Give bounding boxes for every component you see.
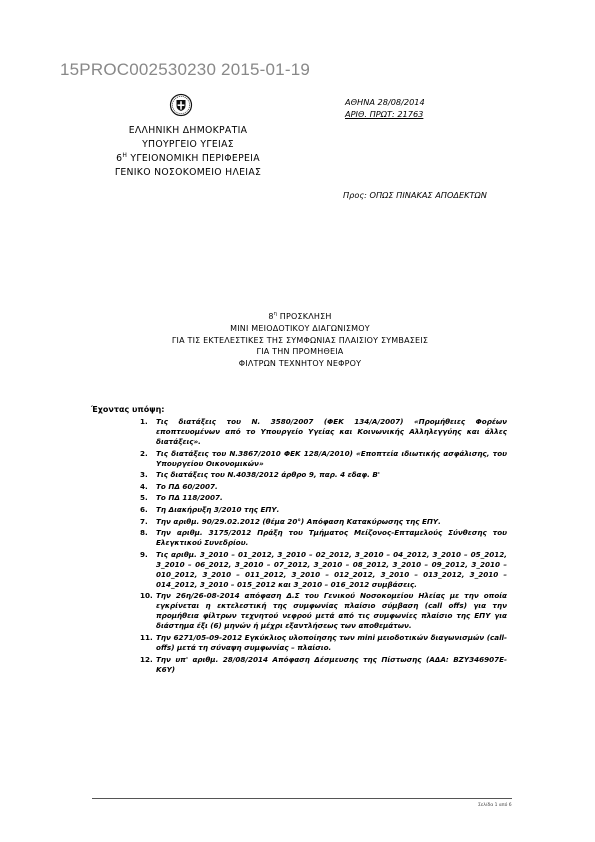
legal-basis-list <box>140 417 507 676</box>
title-line-3: ΓΙΑ ΤΙΣ ΕΚΤΕΛΕΣΤΙΚΕΣ ΤΗΣ ΣΥΜΦΩΝΙΑΣ ΠΛΑΙΣΙΟΥ ΣΥΜΒΑΣΕΙΣ <box>171 335 429 345</box>
list-item: 4. Το ΠΔ 60/2007. <box>140 481 218 491</box>
health-region-line: $6^H$ ΥΓΕΙΟΝΟΜΙΚΗ ΠΕΡΙΦΕΡΕΙΑ <box>116 152 260 164</box>
title-line-2: ΜΙΝΙ ΜΕΙΟΔΟΤΙΚΟΥ ΔΙΑΓΩΝΙΣΜΟΥ <box>230 323 370 333</box>
document-id-watermark: 15PROC002530230 2015-01-19 <box>60 60 310 79</box>
list-item: 1. Τις διατάξεις του Ν. 3580/2007 (ΦΕΚ 134/Α/2007) «Προμήθειες Φορέων εποπτευομένων από το Υπουργείο Υγείας και Κοινωνικής Αλληλεγγύης και άλλες διατάξεις». <box>140 417 507 446</box>
issuing-authority <box>98 124 278 180</box>
date-protocol-block <box>345 96 425 120</box>
considering-heading: Έχοντας υπόψη: <box>91 405 165 414</box>
title-line-4: ΓΙΑ ΤΗΝ ΠΡΟΜΗΘΕΙΑ <box>256 347 344 357</box>
title-line-5: ΦΙΛΤΡΩΝ ΤΕΧΝΗΤΟΥ ΝΕΦΡΟΥ <box>238 359 362 369</box>
list-item: 3. Τις διατάξεις του Ν.4038/2012 άρθρο 9, παρ. 4 εδαφ. Β' <box>140 470 380 480</box>
footer-divider <box>92 798 512 799</box>
hospital-line: ΓΕΝΙΚΟ ΝΟΣΟΚΟΜΕΙΟ ΗΛΕΙΑΣ <box>114 167 262 178</box>
document-title <box>100 311 500 370</box>
greek-coat-of-arms-icon <box>169 93 193 117</box>
list-item: 11. Την 6271/05-09-2012 Εγκύκλιος υλοποίησης των mini μειοδοτικών διαγωνισμών (call-offs) μετά τη σύναψη συμφωνίας – πλαίσιο. <box>140 632 507 652</box>
list-item: 12. Την υπ' αριθμ. 28/08/2014 Απόφαση Δέσμευσης της Πίστωσης (ΑΔΑ: ΒΖΥ346907Ε-Κ6Υ) <box>140 654 507 674</box>
protocol-number: ΑΡΙΘ. ΠΡΩΤ: 21763 <box>345 109 424 119</box>
ministry-line: ΥΠΟΥΡΓΕΙΟ ΥΓΕΙΑΣ <box>142 139 234 150</box>
place-date: ΑΘΗΝΑ 28/08/2014 <box>345 97 425 107</box>
list-item: 2. Τις διατάξεις του Ν.3867/2010 ΦΕΚ 128/Α/2010) «Εποπτεία ιδιωτικής ασφάλισης, του Υπουργείου Οικονομικών» <box>140 448 507 468</box>
list-item: 8. Την αριθμ. 3175/2012 Πράξη του Τμήματος Μείζονος-Επταμελούς Σύνθεσης του Ελεγκτικού Συνεδρίου. <box>140 528 507 548</box>
republic-line: ΕΛΛΗΝΙΚΗ ΔΗΜΟΚΡΑΤΙΑ <box>128 125 248 136</box>
title-line-1: $8^\eta$ ΠΡΟΣΚΛΗΣΗ <box>268 311 332 321</box>
list-item: 9. Τις αριθμ. 3_2010 – 01_2012, 3_2010 – 02_2012, 3_2010 – 04_2012, 3_2010 – 05_2012, 3_2010 – 06_2012, 3_2010 – 07_2012, 3_2010 – 08_2012, 3_2010 – 09_2012, 3_2010 – 010_2012, 3_2010 – 011_2012, 3_2010 – 012_2012, 3_2010 – 013_2012, 3_2010 – 014_2012, 3_2010 – 015_2012 και 3_2010 – 016_2012 συμβάσεις. <box>140 549 507 589</box>
list-item: 7. Την αριθμ. 90/29.02.2012 (θέμα 20°) Απόφαση Κατακύρωσης της ΕΠΥ. <box>140 516 441 526</box>
list-item: 6. Τη Διακήρυξη 3/2010 της ΕΠΥ. <box>140 504 280 514</box>
recipients-line: Προς: ΟΠΩΣ ΠΙΝΑΚΑΣ ΑΠΟΔΕΚΤΩΝ <box>343 190 487 200</box>
page-number: Σελίδα 1 από 6 <box>478 803 512 808</box>
list-item: 5. Το ΠΔ 118/2007. <box>140 493 223 503</box>
list-item: 10. Την 26η/26-08-2014 απόφαση Δ.Σ του Γενικού Νοσοκομείου Ηλείας με την οποία εγκρίνεται η εκτελεστική της συμφωνίας πλαίσιο σύμβαση (call offs) για την προμήθεια φίλτρων τεχνητού νεφρού μετά από τις συμφωνίες πλαίσιο της ΕΠΥ για διάστημα έξι (6) μηνών ή μέχρι εξαντλήσεως των αποθεμάτων. <box>140 591 507 631</box>
